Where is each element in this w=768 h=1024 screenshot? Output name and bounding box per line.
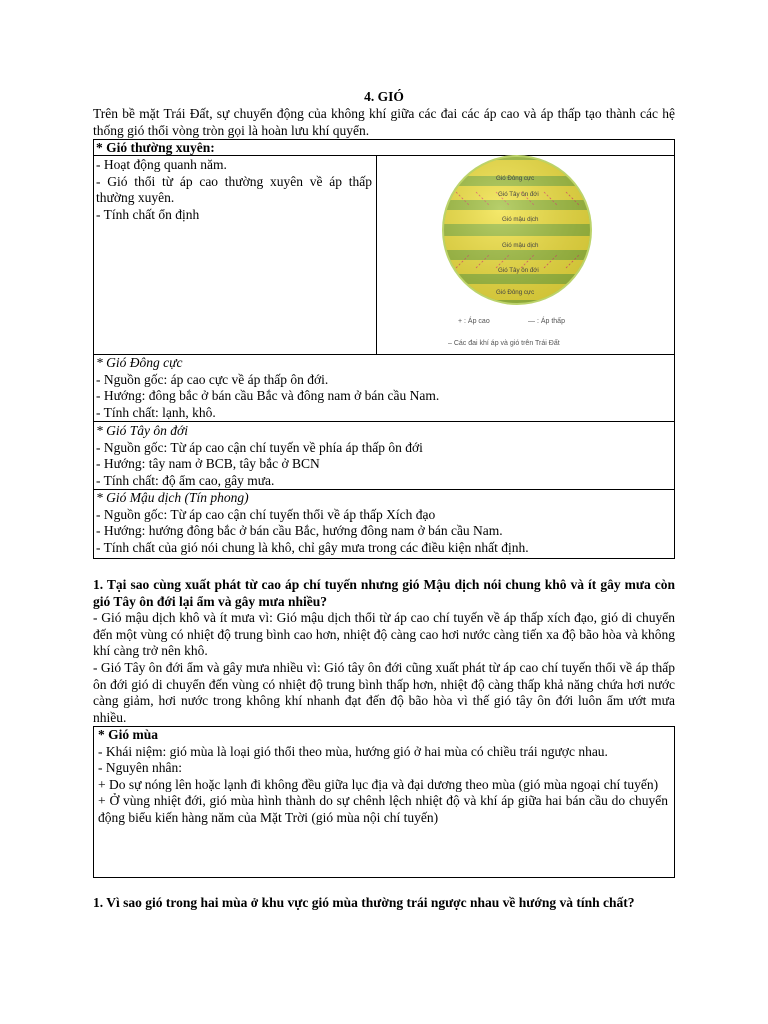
zone-label: Gió mậu dịch [502,242,539,249]
table-divider [376,155,377,354]
westerlies-line: - Tính chất: độ ẩm cao, gây mưa. [96,472,275,488]
zone-label: Gió Đông cực [496,175,535,182]
trade-winds-line: - Hướng: hướng đông bắc ở bán cầu Bắc, hướng đông nam ở bán cầu Nam. [96,523,503,539]
polar-easterlies-line: - Tính chất: lạnh, khô. [96,404,216,420]
zone-label: Gió Tây ôn đới [498,267,539,274]
trade-winds-block [96,490,674,556]
zone-label: Gió mậu dịch [502,216,539,223]
figure-caption: – Các đai khí áp và gió trên Trái Đất [448,340,560,347]
globe-illustration [436,148,598,356]
monsoon-cause: + Do sự nóng lên hoặc lạnh đi không đều giữa lục địa và đại dương theo mùa (gió mùa ngoại chí tuyến) [98,776,659,792]
monsoon-heading: * Gió mùa [98,727,159,742]
monsoon-cause: + Ở vùng nhiệt đới, gió mùa hình thành do sự chênh lệch nhiệt độ và khí áp giữa hai bán cầu do chuyển động biểu kiến hàng năm của Mặt Trời (gió mùa nội chí tuyến) [98,793,668,825]
regular-winds-line: - Hoạt động quanh năm. [96,157,227,172]
monsoon-concept: - Khái niệm: gió mùa là loại gió thổi theo mùa, hướng gió ở hai mùa có chiều trái ngược nhau. [98,743,608,759]
zone-label: Gió Đông cực [496,289,535,296]
high-pressure-legend: + : Áp cao [458,318,490,325]
regular-winds-heading: * Gió thường xuyên: [96,140,215,155]
trade-winds-line: - Tính chất của gió nói chung là khô, chỉ gây mưa trong các điều kiện nhất định. [96,539,529,555]
polar-easterlies-heading: * Gió Đông cực [96,355,183,370]
westerlies-block [96,423,674,489]
regular-winds-line: - Tính chất ổn định [96,206,200,222]
low-pressure-legend: — : Áp thấp [528,318,565,325]
monsoon-cause-heading: - Nguyên nhân: [98,760,182,776]
intro-paragraph: Trên bề mặt Trái Đất, sự chuyển động của không khí giữa các đai các áp cao và áp thấp tạo thành các hệ thống gió thổi vòng tròn gọi là hoàn lưu khí quyển. [93,106,675,138]
polar-easterlies-line: - Hướng: đông bắc ở bán cầu Bắc và đông nam ở bán cầu Nam. [96,388,440,404]
answer-westerlies: - Gió Tây ôn đới ẩm và gây mưa nhiều vì: Gió tây ôn đới cũng xuất phát từ áp cao chí tuyến thổi về áp thấp ôn đới gió di chuyển đến vùng có nhiệt độ trung bình thấp hơn, nhiệt độ càng thấp khả năng chứa hơi nước càng giảm, hơi nước trong không khí nhanh đạt đến độ bão hòa vì thế gió tây ôn đới luôn ẩm ướt mưa nhiều. [93,660,675,725]
polar-easterlies-block [96,355,674,421]
westerlies-heading: * Gió Tây ôn đới [96,423,188,438]
zone-label: Gió Tây ôn đới [498,191,539,198]
section-title: 4. GIÓ [364,89,404,104]
polar-easterlies-line: - Nguồn gốc: áp cao cực về áp thấp ôn đới. [96,371,329,387]
question-1: 1. Tại sao cùng xuất phát từ cao áp chí tuyến nhưng gió Mậu dịch nói chung khô và ít gây mưa còn gió Tây ôn đới lại ẩm và gây mưa nhiều? [93,577,675,609]
westerlies-line: - Nguồn gốc: Từ áp cao cận chí tuyến về phía áp thấp ôn đới [96,439,423,455]
regular-winds-line: - Gió thổi từ áp cao thường xuyên về áp thấp thường xuyên. [96,173,372,206]
trade-winds-line: - Nguồn gốc: Từ áp cao cận chí tuyến thổi về áp thấp Xích đạo [96,506,436,522]
trade-winds-heading: * Gió Mậu dịch (Tín phong) [96,490,249,505]
question-2: 1. Vì sao gió trong hai mùa ở khu vực gió mùa thường trái ngược nhau về hướng và tính chất? [93,895,635,910]
westerlies-line: - Hướng: tây nam ở BCB, tây bắc ở BCN [96,456,320,472]
regular-winds-text [96,157,372,223]
pressure-belts-figure [436,148,598,356]
monsoon-content [98,727,668,827]
answer-trade-winds: - Gió mậu dịch khô và ít mưa vì: Gió mậu dịch thổi từ áp cao chí tuyến về áp thấp xích đạo, gió di chuyển đến một vùng có nhiệt độ trung bình cao hơn, nhiệt độ càng cao hơi nước càng tiến xa độ bão hòa và không khí càng trở nên khô. [93,610,675,659]
